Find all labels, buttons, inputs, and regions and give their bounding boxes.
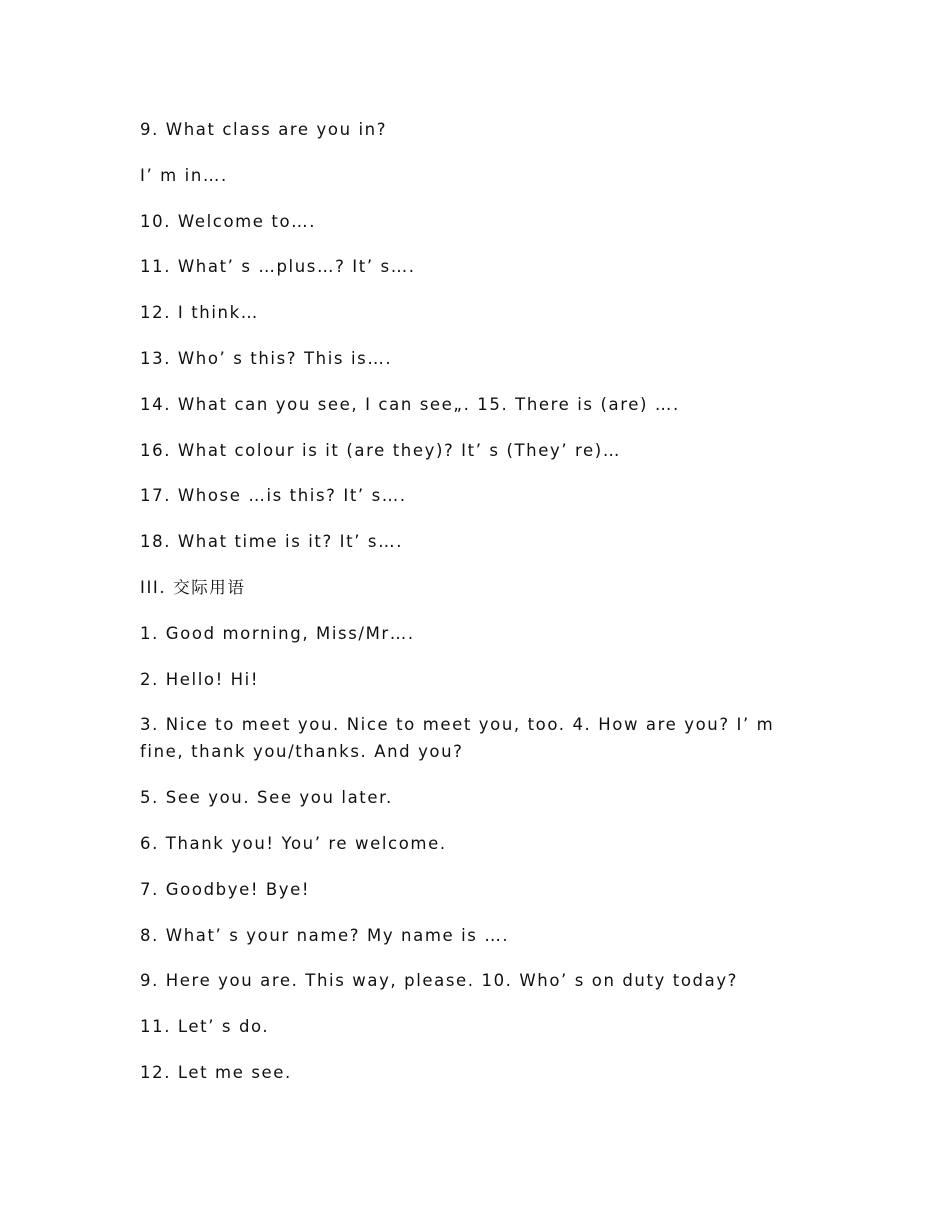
sentence-line: 8. What’ s your name? My name is …. (140, 925, 510, 945)
sentence-line: 17. Whose …is this? It’ s…. (140, 486, 407, 506)
sentence-line: 9. What class are you in? (140, 120, 388, 139)
sentence-line: 9. Here you are. This way, please. 10. Who’ s on duty today? (140, 971, 739, 991)
sentence-line: 11. What’ s …plus…? It’ s…. (140, 257, 416, 277)
section-heading: III. 交际用语 (140, 577, 246, 597)
sentence-line: 6. Thank you! You’ re welcome. (140, 833, 447, 853)
sentence-line: 7. Goodbye! Bye! (140, 879, 311, 899)
sentence-line: 1. Good morning, Miss/Mr…. (140, 623, 415, 643)
sentence-line: 16. What colour is it (are they)? It’ s (They’ re)… (140, 440, 621, 460)
sentence-line: 13. Who’ s this? This is…. (140, 348, 393, 368)
sentence-line: 12. Let me see. (140, 1062, 292, 1082)
sentence-line: 14. What can you see, I can see„. 15. There is (are) …. (140, 394, 680, 414)
sentence-line: 3. Nice to meet you. Nice to meet you, too. 4. How are you? I’ m fine, thank you/thanks. And you? (140, 715, 775, 762)
sentence-line: 12. I think… (140, 303, 259, 323)
sentence-line: 18. What time is it? It’ s…. (140, 532, 404, 552)
sentence-line: 11. Let’ s do. (140, 1017, 270, 1037)
sentence-line: I’ m in…. (140, 165, 228, 185)
document-body (140, 116, 800, 1105)
sentence-line: 5. See you. See you later. (140, 788, 393, 808)
sentence-line: 10. Welcome to…. (140, 211, 317, 231)
sentence-line: 2. Hello! Hi! (140, 669, 260, 689)
